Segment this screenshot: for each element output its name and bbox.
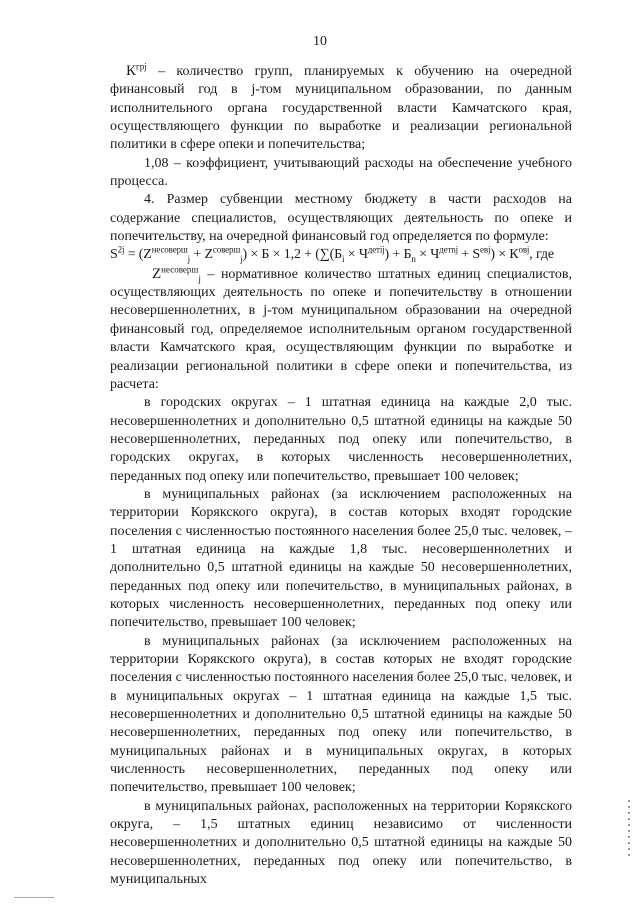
scan-bottom-mark (14, 897, 54, 898)
paragraph-k-groups (110, 62, 572, 155)
paragraph-item-4: 4. Размер субвенции местному бюджету в части расходов на содержание специалистов, осуществляющих деятельность по опеке и попечительству, на очередной финансовый год определяется по формуле: (110, 192, 572, 245)
paragraph-urban-districts: в городских округах – 1 штатная единица на каждые 2,0 тыс. несовершеннолетних и дополнительно 0,5 штатной единицы на каждые 50 несовершеннолетних, переданных под опеку или попечительство, в городских округах, в которых численность несовершеннолетних, переданных под опеку или попечительство, превышает 100 человек; (110, 395, 572, 484)
paragraph-koryak-districts: в муниципальных районах, расположенных на территории Корякского округа, – 1,5 штатных единиц независимо от численности несовершеннолетних и дополнительно 0,5 штатной единицы на каждые 50 несовершеннолетних, переданных под опеку или попечительство, в муниципальных (110, 798, 572, 888)
scan-edge-marks (628, 800, 630, 860)
paragraph-coefficient: 1,08 – коэффициент, учитывающий расходы на обеспечение учебного процесса. (110, 155, 572, 190)
k-superscript: грj (136, 61, 147, 72)
k-symbol: К (126, 63, 137, 79)
z-superscript: несоверш (161, 264, 199, 275)
z-definition: – нормативное количество штатных единиц специалистов, осуществляющих деятельность по опеке и попечительству в отношении несовершеннолетних, в j-том муниципальном образовании на очередной финансовый год, определяемое исполнительным органом государственной власти Камчатского края, осуществляющим функции по выработке и реализации региональной политики в сфере опеки и попечительства, из расчета: (110, 266, 572, 392)
subvention-formula: $S^{2j} = (Z^{несоверш}_j + Z^{соверш}_j) \times Б \times 1,2 + (\sum(Б_i \times Ч^{детij}) + Б_n \times Ч^{детnj} + S^{eвj}) \times К^{oвj}$, где (110, 244, 554, 265)
page-number: 10 (313, 34, 327, 49)
paragraph-municipal-districts-large: в муниципальных районах (за исключением расположенных на территории Корякского округа), в состав которых входят городские поселения с численностью постоянного населения более 25,0 тыс. человек, – 1 штатная единица на каждые 1,8 тыс. несовершеннолетних и дополнительно 0,5 штатной единицы на каждые 50 несовершеннолетних, переданных под опеку или попечительство, в муниципальных районах, в которых численность несовершеннолетних, переданных под опеку или попечительство, превышает 100 человек; (110, 486, 572, 631)
paragraph-z-definition (110, 265, 572, 394)
z-symbol: Z (152, 265, 162, 282)
paragraph-municipal-districts-small: в муниципальных районах (за исключением расположенных на территории Корякского округа), в состав которых не входят городские поселения с численностью постоянного населения более 25,0 тыс. человек, и в муниципальных округах – 1 штатная единица на каждые 1,5 тыс. несовершеннолетних и дополнительно 0,5 штатной единицы на каждые 50 несовершеннолетних, переданных под опеку или попечительство, в муниципальных районах и в муниципальных округах, в которых численность несовершеннолетних, переданных под опеку или попечительство, превышает 100 человек; (110, 633, 572, 796)
z-subscript: j (198, 273, 201, 284)
k-definition: – количество групп, планируемых к обучению на очередной финансовый год в j-том муниципальном образовании, по данным исполнительного органа государственной власти Камчатского края, осуществляющего функции по выработке и реализации региональной политики в сфере опеки и попечительства; (110, 64, 572, 153)
document-body (110, 62, 572, 889)
